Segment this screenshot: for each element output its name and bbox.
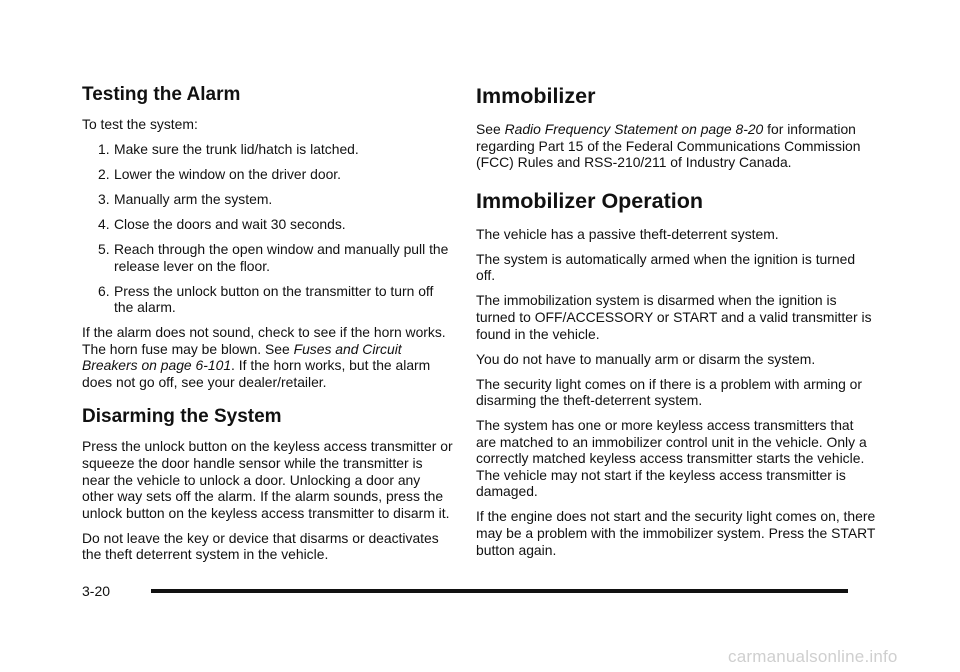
step-item	[82, 216, 454, 233]
testing-alarm-heading: Testing the Alarm	[82, 84, 241, 105]
step-text: Reach through the open window and manually pull the release lever on the floor.	[114, 240, 449, 274]
operation-paragraph: If the engine does not start and the security light comes on, there may be a problem with the immobilizer system. Press the START button again.	[476, 508, 876, 558]
immobilizer-paragraph-text: for information regarding Part 15 of the Federal Communications Commission (FCC) Rules and RSS-210/211 of Industry Canada.	[476, 121, 861, 171]
operation-paragraph: The security light comes on if there is a problem with arming or disarming the theft-deterrent system.	[476, 375, 863, 409]
disarming-heading: Disarming the System	[82, 406, 282, 428]
step-number: 4.	[98, 215, 110, 232]
step-text: Lower the window on the driver door.	[114, 165, 342, 182]
disarming-paragraph: Do not leave the key or device that disarms or deactivates the theft deterrent system in the vehicle.	[82, 529, 439, 563]
footer-rule	[151, 589, 848, 593]
disarming-paragraph: Press the unlock button on the keyless access transmitter or squeeze the door handle sensor while the transmitter is near the vehicle to unlock a door. Unlocking a door any other way sets off the alarm. If the alarm sounds, press the unlock button on the keyless access transmitter to disarm it.	[82, 438, 453, 521]
operation-paragraph: The system is automatically armed when the ignition is turned off.	[476, 250, 856, 284]
testing-intro: To test the system:	[82, 116, 198, 132]
step-number: 5.	[98, 240, 110, 257]
testing-steps-list	[82, 141, 454, 316]
step-text: Make sure the trunk lid/hatch is latched.	[114, 140, 359, 157]
immobilizer-operation-heading: Immobilizer Operation	[476, 188, 703, 213]
fuses-reference-link: Fuses and Circuit Breakers on page 6-101	[82, 340, 402, 374]
step-item	[82, 283, 454, 316]
operation-paragraph: The vehicle has a passive theft-deterrent system.	[476, 225, 779, 242]
immobilizer-paragraph	[476, 121, 876, 171]
immobilizer-heading: Immobilizer	[476, 84, 596, 108]
step-item	[82, 191, 454, 208]
page-number: 3-20	[82, 583, 111, 599]
watermark: carmanualsonline.info	[728, 647, 898, 666]
horn-note-tail: . If the horn works, but the alarm does not go off, see your dealer/retailer.	[82, 357, 431, 390]
step-text: Close the doors and wait 30 seconds.	[114, 215, 346, 232]
step-number: 3.	[98, 190, 110, 207]
horn-note-text: If the alarm does not sound, check to see if the horn works. The horn fuse may be blown. See	[82, 324, 446, 357]
horn-note	[82, 324, 454, 390]
left-column	[82, 84, 454, 571]
step-number: 1.	[98, 140, 110, 157]
step-text: Press the unlock button on the transmitter to turn off the alarm.	[114, 282, 434, 316]
operation-paragraph: The system has one or more keyless access transmitters that are matched to an immobilizer control unit in the vehicle. Only a correctly matched keyless access transmitter starts the vehicle. The vehicle may not start if the keyless access transmitter is damaged.	[476, 417, 867, 500]
radio-frequency-reference-link: Radio Frequency Statement on page 8-20	[504, 121, 764, 137]
step-number: 6.	[98, 282, 110, 299]
right-column	[476, 84, 876, 567]
operation-paragraph: You do not have to manually arm or disarm the system.	[476, 350, 816, 367]
step-number: 2.	[98, 165, 110, 182]
operation-paragraph: The immobilization system is disarmed when the ignition is turned to OFF/ACCESSORY or START and a valid transmitter is found in the vehicle.	[476, 292, 872, 342]
step-item	[82, 141, 454, 158]
step-item	[82, 241, 454, 274]
see-text: See	[476, 121, 505, 137]
step-item	[82, 166, 454, 183]
step-text: Manually arm the system.	[114, 190, 273, 207]
